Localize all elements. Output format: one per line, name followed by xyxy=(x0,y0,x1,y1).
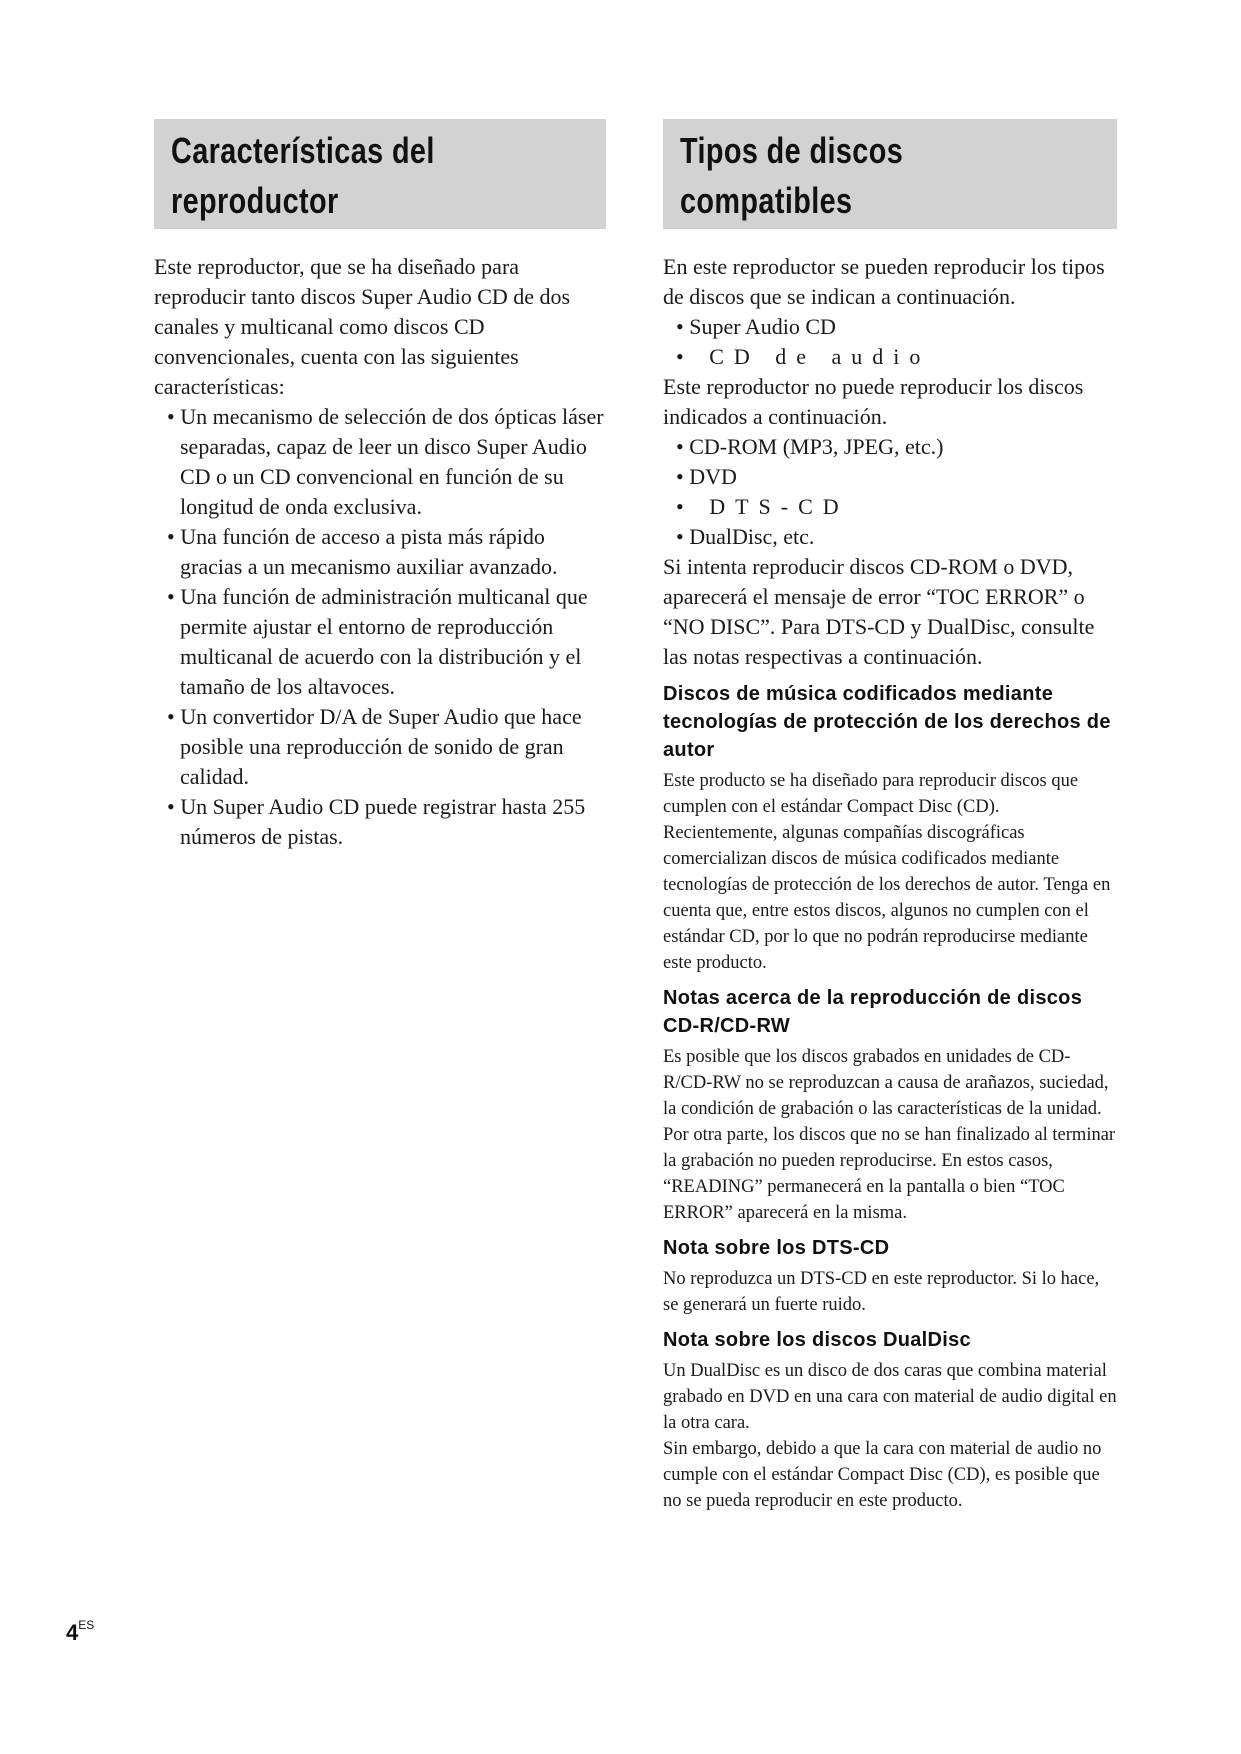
disc-types-intro: En este reproductor se pueden reproducir los tipos de discos que se indican a continuación. xyxy=(663,254,1105,309)
features-list-item: • Un mecanismo de selección de dos ópticas láser separadas, capaz de leer un disco Super Audio CD o un CD convencional en función de su longitud de onda exclusiva. xyxy=(167,404,604,519)
features-heading-line1: Características del xyxy=(171,130,435,171)
disc-types-heading-line2: compatibles xyxy=(680,180,853,221)
features-heading xyxy=(171,126,519,226)
disc-types-heading xyxy=(680,126,1030,226)
dualdisc-note-text: Un DualDisc es un disco de dos caras que combina material grabado en DVD en una cara con material de audio digital en la otra cara. xyxy=(663,1361,1117,1433)
dualdisc-note-text: Sin embargo, debido a que la cara con material de audio no cumple con el estándar Compact Disc (CD), es posible que no se pueda reproducir en este producto. xyxy=(663,1439,1102,1511)
not-playable-intro: Este reproductor no puede reproducir los discos indicados a continuación. xyxy=(663,374,1084,429)
features-list-item: • Una función de administración multicanal que permite ajustar el entorno de reproducción multicanal de acuerdo con la distribución y el tamaño de los altavoces. xyxy=(167,584,588,699)
features-list-item: • Una función de acceso a pista más rápido gracias a un mecanismo auxiliar avanzado. xyxy=(167,524,558,579)
features-intro: Este reproductor, que se ha diseñado para reproducir tanto discos Super Audio CD de dos canales y multicanal como discos CD convencionales, cuenta con las siguientes características: xyxy=(154,254,571,399)
cdr-notes-title: Notas acerca de la reproducción de discos CD-R/CD-RW xyxy=(663,987,1083,1037)
disc-types-column xyxy=(663,119,1117,1514)
not-playable-item: • DualDisc, etc. xyxy=(676,524,815,549)
copy-protection-text: Este producto se ha diseñado para reproducir discos que cumplen con el estándar Compact Disc (CD). Recientemente, algunas compañías discográficas comercializan discos de música codificados mediante tecnologías de protección de los derechos de autor. Tenga en cuenta que, entre estos discos, algunos no cumplen con el estándar CD, por lo que no podrán reproducirse mediante este producto. xyxy=(663,771,1111,973)
features-list-item: • Un convertidor D/A de Super Audio que hace posible una reproducción de sonido de gran calidad. xyxy=(167,704,582,789)
page-language-code: ES xyxy=(78,1618,95,1632)
features-heading-box xyxy=(154,119,606,229)
disc-types-heading-line1: Tipos de discos xyxy=(680,130,904,171)
not-playable-list xyxy=(663,432,1117,552)
cdr-notes-text: Es posible que los discos grabados en unidades de CD-R/CD-RW no se reproduzcan a causa de arañazos, suciedad, la condición de grabación o las características de la unidad. Por otra parte, los discos que no se han finalizado al terminar la grabación no pueden reproducirse. En estos casos, “READING” permanecerá en la pantalla o bien “TOC ERROR” aparecerá en la misma. xyxy=(663,1047,1116,1223)
features-list xyxy=(154,402,606,852)
compatible-disc-list xyxy=(663,312,1117,372)
features-heading-line2: reproductor xyxy=(171,180,339,221)
page-number xyxy=(66,1620,94,1646)
not-playable-item: • CD-ROM (MP3, JPEG, etc.) xyxy=(676,434,944,459)
error-message-text: Si intenta reproducir discos CD-ROM o DVD, aparecerá el mensaje de error “TOC ERROR” o “NO DISC”. Para DTS-CD y DualDisc, consulte las notas respectivas a continuación. xyxy=(663,554,1095,669)
not-playable-item: • DVD xyxy=(676,464,737,489)
features-column xyxy=(154,119,606,852)
dts-note-text: No reproduzca un DTS-CD en este reproductor. Si lo hace, se generará un fuerte ruido. xyxy=(663,1269,1100,1315)
disc-types-heading-box xyxy=(663,119,1117,229)
compatible-disc-item: • Super Audio CD xyxy=(676,314,836,339)
compatible-disc-item: • CD de audio xyxy=(676,344,931,369)
features-list-item: • Un Super Audio CD puede registrar hasta 255 números de pistas. xyxy=(167,794,586,849)
copy-protection-title: Discos de música codificados mediante tecnologías de protección de los derechos de autor xyxy=(663,683,1111,761)
dts-note-title: Nota sobre los DTS-CD xyxy=(663,1237,890,1259)
not-playable-item: • DTS-CD xyxy=(676,494,849,519)
dualdisc-note-title: Nota sobre los discos DualDisc xyxy=(663,1329,971,1351)
page-number-value: 4 xyxy=(66,1620,79,1645)
